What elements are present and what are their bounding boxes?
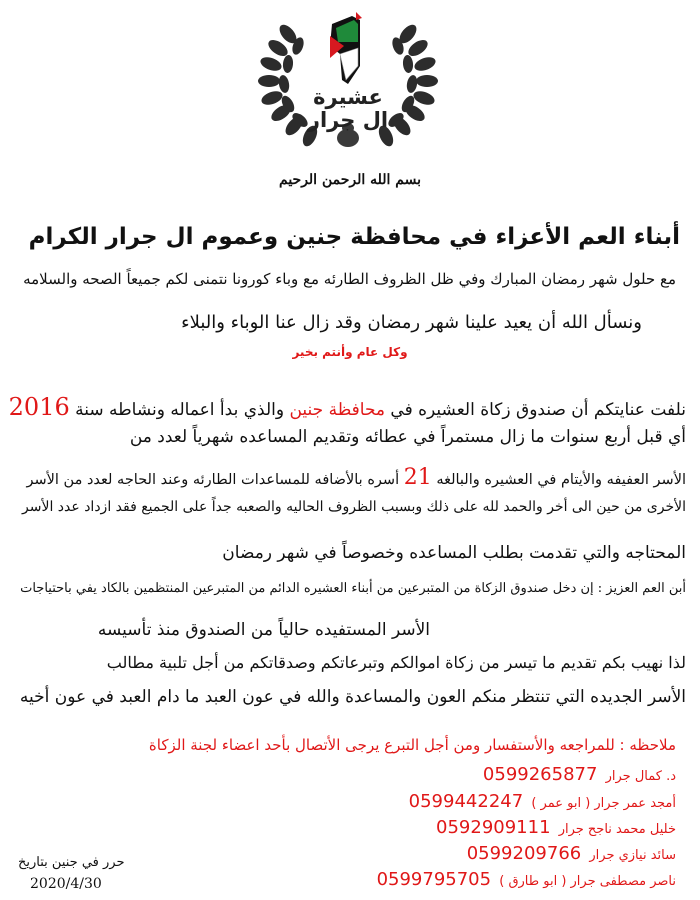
contact-item <box>436 817 676 838</box>
intro-line-1: مع حلول شهر رمضان المبارك وفي ظل الظروف الطارئه مع وباء كورونا نتمنى لكم جميعاً الصحه والسلامه <box>23 270 676 288</box>
contact-item <box>467 843 676 864</box>
paragraph-line-5: المحتاجه والتي تقدمت بطلب المساعده وخصوصاً في شهر رمضان <box>222 543 686 563</box>
contact-name: سائد نيازي جرار <box>589 848 676 863</box>
contact-name: خليل محمد ناجح جرار <box>558 822 676 837</box>
p3-text-a: الأسر العفيفه والأيتام في العشيره والبالغه <box>431 472 686 488</box>
basmala-heading: بسم الله الرحمن الرحيم <box>279 172 421 188</box>
wish-heading: وكل عام وأنتم بخير <box>292 345 408 359</box>
paragraph-line-6: أبن العم العزيز : إن دخل صندوق الزكاة من المتبرعين من أبناء العشيره الدائم من المتبرعين المنتظمين بالكاد يفي باحتياجات <box>20 581 686 596</box>
paragraph-line-8: لذا نهيب بكم تقديم ما تيسر من زكاة اموالكم وتبرعاتكم وصدقاتكم من أجل تلبية مطالب <box>106 653 686 672</box>
paragraph-line-4: الأخرى من حين الى أخر والحمد لله على ذلك وبسبب الظروف الحاليه والصعبه جداً على الجميع فقد ازداد عدد الأسر <box>22 499 686 515</box>
contact-phone: 0599795705 <box>376 869 492 890</box>
contact-name: د. كمال جرار <box>605 769 676 784</box>
contact-phone: 0599265877 <box>482 764 598 785</box>
logo-text-line1: عشيرة <box>313 85 383 109</box>
logo-text-line2: ال جرار <box>307 108 389 132</box>
contact-item <box>483 764 676 785</box>
paragraph-line-1 <box>9 393 686 421</box>
contact-name: أمجد عمر جرار ( ابو عمر ) <box>531 796 676 811</box>
greeting-line: أبناء العم الأعزاء في محافظة جنين وعموم ال جرار الكرام <box>28 224 680 250</box>
contact-phone: 0599209766 <box>466 843 582 864</box>
paragraph-line-2: أي قبل أربع سنوات ما زال مستمراً في عطائه وتقديم المساعده شهرياً لعدد من <box>129 427 686 447</box>
signature-label: حرر في جنين بتاريخ <box>18 855 125 870</box>
p3-text-c: أسره بالأضافه للمساعدات الطارئه وعند الحاجه لعدد من الأسر <box>26 472 404 488</box>
contact-phone: 0599442247 <box>408 791 524 812</box>
contact-note: ملاحظه : للمراجعه والأستفسار ومن أجل التبرع يرجى الأتصال بأحد اعضاء لجنة الزكاة <box>148 736 676 754</box>
paragraph-line-9: الأسر الجديده التي تنتظر منكم العون والمساعدة والله في عون العبد ما دام العبد في عون أخيه <box>19 687 686 707</box>
signature-date: 2020/4/30 <box>30 876 102 892</box>
p1-year: 2016 <box>8 393 70 421</box>
p1-text-c: والذي بدأ اعماله ونشاطه سنة <box>69 400 290 420</box>
intro-line-2: ونسأل الله أن يعيد علينا شهر رمضان وقد زال عنا الوباء والبلاء <box>181 312 642 333</box>
p1-governorate: محافظة جنين <box>289 400 386 420</box>
contact-name: ناصر مصطفى جرار ( ابو طارق ) <box>499 874 676 889</box>
p1-text-a: نلفت عنايتكم أن صندوق زكاة العشيره في <box>385 400 686 420</box>
clan-logo <box>248 6 448 156</box>
paragraph-line-7: الأسر المستفيده حالياً من الصندوق منذ تأسيسه <box>97 620 430 640</box>
flag-map-icon <box>330 12 362 84</box>
contact-item <box>377 869 676 890</box>
contact-item <box>409 791 676 812</box>
paragraph-line-3 <box>26 465 686 490</box>
contact-phone: 0592909111 <box>436 817 551 838</box>
p3-family-count: 21 <box>403 465 432 490</box>
